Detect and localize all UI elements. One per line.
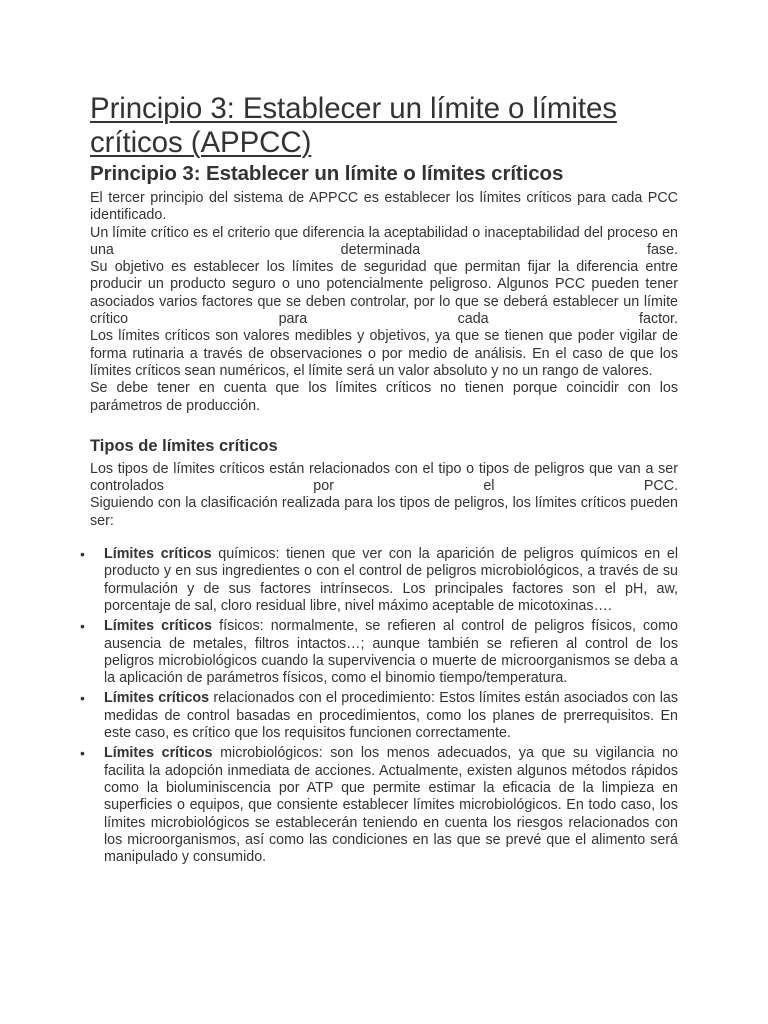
list-item-heading: Límites críticos (104, 745, 213, 762)
intro-paragraph-3: Su objetivo es establecer los límites de seguridad que permitan fijar la diferencia entre producir un producto seguro o uno potencialmente peligroso. Algunos PCC pueden tener asociados varios factores que se deben controlar, por lo que se deberá establecer un límite crítico para cada factor. (90, 259, 678, 328)
list-item-text: físicos: normalmente, se refieren al control de peligros físicos, como ausencia de metales, filtros intactos…; aunque también se refieren al control de los peligros microbiológicos cuando la supervivencia o muerte de microorganismos se deba a la aplicación de parámetros físicos, como el binomio tiempo/temperatura. (104, 618, 678, 687)
list-item (80, 618, 678, 687)
intro-paragraph-1: El tercer principio del sistema de APPCC es establecer los límites críticos para cada PCC identificado. (90, 190, 678, 224)
list-item-text: relacionados con el procedimiento: Estos límites están asociados con las medidas de control basadas en procedimientos, como los planes de prerrequisitos. En este caso, es crítico que los requisitos funcionen correctamente. (104, 690, 678, 742)
section-paragraph-2: Siguiendo con la clasificación realizada para los tipos de peligros, los límites críticos pueden ser: (90, 495, 678, 529)
list-item-heading: Límites críticos (104, 546, 212, 563)
document-page (80, 92, 678, 869)
list-item (80, 745, 678, 866)
intro-section (90, 190, 678, 415)
page-subtitle: Principio 3: Establecer un límite o límites críticos (90, 162, 564, 185)
intro-paragraph-5: Se debe tener en cuenta que los límites críticos no tienen porque coincidir con los parámetros de producción. (90, 380, 678, 414)
list-item-text: microbiológicos: son los menos adecuados, ya que su vigilancia no facilita la adopción inmediata de acciones. Actualmente, existen algunos métodos rápidos como la bioluminiscencia por ATP que permite estimar la eficacia de la limpieza en superficies o equipos, que consiente establecer límites microbiológicos. En todo caso, los límites microbiológicos se establecerán teniendo en cuenta los riesgos relacionados con los microorganismos, así como las condiciones en las que se prevé que el alimento será manipulado y consumido. (104, 745, 678, 866)
bullet-icon: • (80, 546, 85, 563)
bullet-icon: • (80, 690, 85, 707)
page-title: Principio 3: Establecer un límite o límites críticos (APPCC) (90, 92, 617, 159)
types-section (90, 461, 678, 530)
bullet-icon: • (80, 618, 85, 635)
list-item-text: químicos: tienen que ver con la aparición de peligros químicos en el producto y en sus ingredientes o con el control de peligros microbiológicos, a través de su formulación y de sus factores intrínsecos. Los principales factores son el pH, aw, porcentaje de sal, cloro residual libre, nivel máximo aceptable de micotoxinas…. (104, 546, 678, 614)
section-heading: Tipos de límites críticos (90, 436, 278, 455)
list-item-heading: Límites críticos (104, 690, 210, 707)
intro-paragraph-4: Los límites críticos son valores medibles y objetivos, ya que se tienen que poder vigilar de forma rutinaria a través de observaciones o por medio de análisis. En el caso de que los límites críticos sean numéricos, el límite será un valor absoluto y no un rango de valores. (90, 328, 678, 379)
list-item (80, 690, 678, 742)
list-item-heading: Límites críticos (104, 618, 213, 635)
intro-paragraph-2: Un límite crítico es el criterio que diferencia la aceptabilidad o inaceptabilidad del proceso en una determinada fase. (90, 224, 678, 258)
bullet-list (80, 546, 678, 866)
list-item (80, 546, 678, 615)
bullet-icon: • (80, 745, 85, 762)
section-paragraph-1: Los tipos de límites críticos están relacionados con el tipo o tipos de peligros que van a ser controlados por el PCC. (90, 460, 678, 495)
